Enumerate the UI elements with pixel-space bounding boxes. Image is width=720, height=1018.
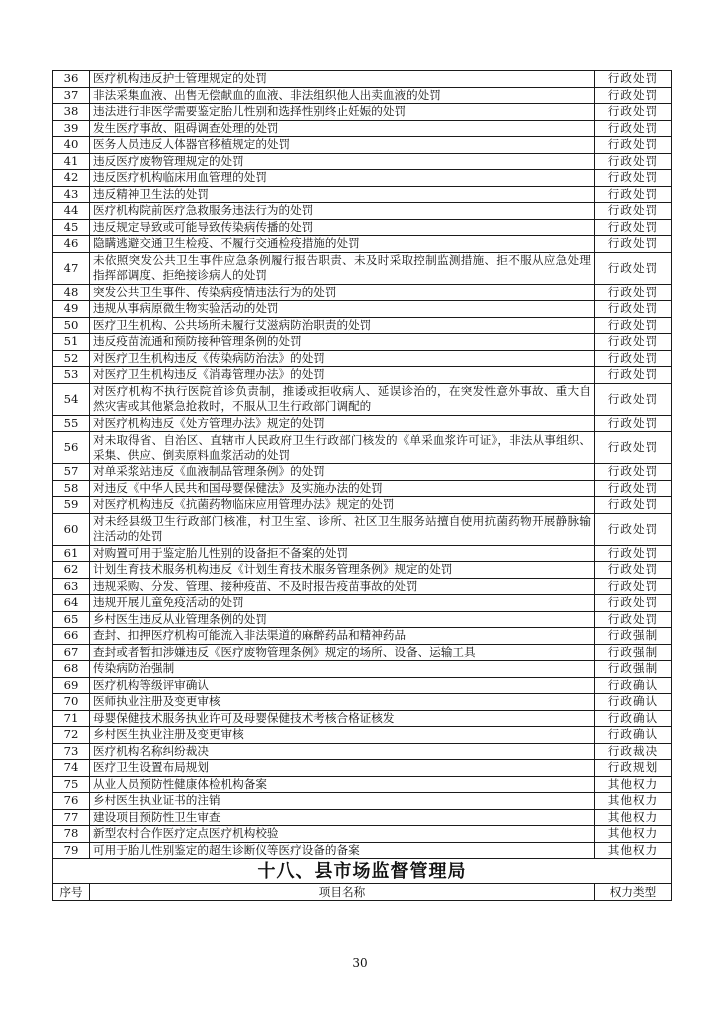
table-row — [53, 842, 672, 859]
table-row — [53, 104, 672, 121]
table-row — [53, 464, 672, 481]
section-title: 十八、县市场监督管理局 — [53, 859, 672, 884]
row-number: 53 — [53, 367, 90, 384]
row-item-name: 对医疗机构违反《抗菌药物临床应用管理办法》规定的处罚 — [90, 497, 595, 514]
row-number: 65 — [53, 611, 90, 628]
row-number: 38 — [53, 104, 90, 121]
row-power-type: 行政处罚 — [595, 153, 672, 170]
row-number: 76 — [53, 793, 90, 810]
row-number: 66 — [53, 628, 90, 645]
row-item-name: 从业人员预防性健康体检机构备案 — [90, 776, 595, 793]
row-item-name: 计划生育技术服务机构违反《计划生育技术服务管理条例》规定的处罚 — [90, 562, 595, 579]
header-type: 权力类型 — [595, 884, 672, 901]
row-item-name: 医疗机构违反护士管理规定的处罚 — [90, 71, 595, 88]
table-row — [53, 793, 672, 810]
row-number: 56 — [53, 432, 90, 464]
row-power-type: 其他权力 — [595, 793, 672, 810]
row-item-name: 建设项目预防性卫生审查 — [90, 809, 595, 826]
row-item-name: 乡村医生执业证书的注销 — [90, 793, 595, 810]
row-item-name: 违反疫苗流通和预防接种管理条例的处罚 — [90, 334, 595, 351]
row-number: 78 — [53, 826, 90, 843]
table-row — [53, 497, 672, 514]
row-item-name: 未依照突发公共卫生事件应急条例履行报告职责、未及时采取控制监测措施、拒不服从应急处理指挥部调度、拒绝接诊病人的处罚 — [90, 252, 595, 284]
row-number: 62 — [53, 562, 90, 579]
row-power-type: 行政处罚 — [595, 186, 672, 203]
table-row — [53, 317, 672, 334]
row-item-name: 医疗机构名称纠纷裁决 — [90, 743, 595, 760]
table-row — [53, 578, 672, 595]
row-item-name: 对购置可用于鉴定胎儿性别的设备拒不备案的处罚 — [90, 545, 595, 562]
row-number: 74 — [53, 760, 90, 777]
row-power-type: 行政处罚 — [595, 71, 672, 88]
row-power-type: 行政处罚 — [595, 464, 672, 481]
table-row — [53, 170, 672, 187]
row-item-name: 对医疗卫生机构违反《消毒管理办法》的处罚 — [90, 367, 595, 384]
table-row — [53, 334, 672, 351]
row-power-type: 行政处罚 — [595, 203, 672, 220]
table-header-row — [53, 884, 672, 901]
row-number: 42 — [53, 170, 90, 187]
row-item-name: 违反精神卫生法的处罚 — [90, 186, 595, 203]
table-row — [53, 284, 672, 301]
table-row — [53, 383, 672, 415]
table-row — [53, 826, 672, 843]
table-row — [53, 743, 672, 760]
row-power-type: 行政处罚 — [595, 595, 672, 612]
row-power-type: 行政处罚 — [595, 104, 672, 121]
row-item-name: 隐瞒逃避交通卫生检疫、不履行交通检疫措施的处罚 — [90, 236, 595, 253]
table-row — [53, 219, 672, 236]
table-row — [53, 432, 672, 464]
table-row — [53, 350, 672, 367]
power-list-table — [52, 70, 672, 901]
row-number: 59 — [53, 497, 90, 514]
table-row — [53, 480, 672, 497]
table-row — [53, 595, 672, 612]
row-power-type: 其他权力 — [595, 826, 672, 843]
row-power-type: 行政处罚 — [595, 87, 672, 104]
table-row — [53, 513, 672, 545]
row-item-name: 可用于胎儿性别鉴定的超生诊断仪等医疗设备的备案 — [90, 842, 595, 859]
row-item-name: 发生医疗事故、阻碍调查处理的处罚 — [90, 120, 595, 137]
row-number: 69 — [53, 677, 90, 694]
row-power-type: 行政处罚 — [595, 317, 672, 334]
row-power-type: 行政处罚 — [595, 513, 672, 545]
table-row — [53, 644, 672, 661]
row-power-type: 行政处罚 — [595, 415, 672, 432]
row-number: 43 — [53, 186, 90, 203]
row-power-type: 行政处罚 — [595, 120, 672, 137]
row-power-type: 行政处罚 — [595, 236, 672, 253]
table-row — [53, 71, 672, 88]
row-item-name: 对医疗机构不执行医院首诊负责制，推诿或拒收病人、延误诊治的，在突发性意外事故、重大自然灾害或其他紧急抢救时，不服从卫生行政部门调配的 — [90, 383, 595, 415]
row-number: 44 — [53, 203, 90, 220]
row-item-name: 对未取得省、自治区、直辖市人民政府卫生行政部门核发的《单采血浆许可证》，非法从事组织、采集、供应、倒卖原料血浆活动的处罚 — [90, 432, 595, 464]
table-row — [53, 776, 672, 793]
table-row — [53, 367, 672, 384]
table-row — [53, 760, 672, 777]
row-power-type: 行政规划 — [595, 760, 672, 777]
row-number: 54 — [53, 383, 90, 415]
row-item-name: 乡村医生违反从业管理条例的处罚 — [90, 611, 595, 628]
row-number: 60 — [53, 513, 90, 545]
row-item-name: 查封、扣押医疗机构可能流入非法渠道的麻醉药品和精神药品 — [90, 628, 595, 645]
row-item-name: 违规开展儿童免疫活动的处罚 — [90, 595, 595, 612]
row-item-name: 医疗机构院前医疗急救服务违法行为的处罚 — [90, 203, 595, 220]
row-number: 75 — [53, 776, 90, 793]
row-power-type: 行政处罚 — [595, 562, 672, 579]
table-row — [53, 236, 672, 253]
row-power-type: 行政处罚 — [595, 284, 672, 301]
row-power-type: 行政处罚 — [595, 334, 672, 351]
row-item-name: 违反规定导致或可能导致传染病传播的处罚 — [90, 219, 595, 236]
row-number: 47 — [53, 252, 90, 284]
row-number: 55 — [53, 415, 90, 432]
row-number: 72 — [53, 727, 90, 744]
row-power-type: 行政确认 — [595, 694, 672, 711]
row-item-name: 医疗机构等级评审确认 — [90, 677, 595, 694]
row-item-name: 违规从事病原微生物实验活动的处罚 — [90, 301, 595, 318]
row-number: 49 — [53, 301, 90, 318]
row-power-type: 行政处罚 — [595, 252, 672, 284]
table-row — [53, 203, 672, 220]
table-row — [53, 301, 672, 318]
table-row — [53, 710, 672, 727]
row-power-type: 行政确认 — [595, 710, 672, 727]
table-row — [53, 87, 672, 104]
row-number: 40 — [53, 137, 90, 154]
table-row — [53, 153, 672, 170]
row-item-name: 新型农村合作医疗定点医疗机构校验 — [90, 826, 595, 843]
row-number: 71 — [53, 710, 90, 727]
row-number: 39 — [53, 120, 90, 137]
row-power-type: 行政处罚 — [595, 350, 672, 367]
row-number: 70 — [53, 694, 90, 711]
row-number: 41 — [53, 153, 90, 170]
header-no: 序号 — [53, 884, 90, 901]
power-list-body — [53, 71, 672, 901]
row-number: 61 — [53, 545, 90, 562]
row-power-type: 行政裁决 — [595, 743, 672, 760]
row-power-type: 行政强制 — [595, 628, 672, 645]
row-item-name: 对医疗机构违反《处方管理办法》规定的处罚 — [90, 415, 595, 432]
row-item-name: 对违反《中华人民共和国母婴保健法》及实施办法的处罚 — [90, 480, 595, 497]
row-power-type: 行政处罚 — [595, 383, 672, 415]
row-number: 50 — [53, 317, 90, 334]
row-number: 46 — [53, 236, 90, 253]
row-number: 52 — [53, 350, 90, 367]
table-row — [53, 727, 672, 744]
row-item-name: 违规采购、分发、管理、接种疫苗、不及时报告疫苗事故的处罚 — [90, 578, 595, 595]
row-power-type: 行政处罚 — [595, 497, 672, 514]
row-power-type: 行政确认 — [595, 677, 672, 694]
row-power-type: 行政处罚 — [595, 301, 672, 318]
row-power-type: 行政确认 — [595, 727, 672, 744]
row-power-type: 行政处罚 — [595, 219, 672, 236]
table-row — [53, 186, 672, 203]
row-power-type: 其他权力 — [595, 776, 672, 793]
row-item-name: 母婴保健技术服务执业许可及母婴保健技术考核合格证核发 — [90, 710, 595, 727]
section-title-row — [53, 859, 672, 884]
row-number: 48 — [53, 284, 90, 301]
row-item-name: 对单采浆站违反《血液制品管理条例》的处罚 — [90, 464, 595, 481]
row-power-type: 行政处罚 — [595, 545, 672, 562]
row-number: 77 — [53, 809, 90, 826]
table-row — [53, 809, 672, 826]
row-number: 45 — [53, 219, 90, 236]
row-power-type: 行政强制 — [595, 661, 672, 678]
row-power-type: 其他权力 — [595, 842, 672, 859]
row-item-name: 传染病防治强制 — [90, 661, 595, 678]
row-power-type: 其他权力 — [595, 809, 672, 826]
row-number: 51 — [53, 334, 90, 351]
row-power-type: 行政处罚 — [595, 480, 672, 497]
table-row — [53, 415, 672, 432]
page-number: 30 — [352, 956, 368, 970]
row-number: 63 — [53, 578, 90, 595]
row-power-type: 行政处罚 — [595, 611, 672, 628]
row-number: 64 — [53, 595, 90, 612]
row-number: 73 — [53, 743, 90, 760]
row-item-name: 医疗卫生设置布局规划 — [90, 760, 595, 777]
table-row — [53, 120, 672, 137]
table-row — [53, 545, 672, 562]
row-item-name: 医务人员违反人体器官移植规定的处罚 — [90, 137, 595, 154]
row-item-name: 违反医疗废物管理规定的处罚 — [90, 153, 595, 170]
row-item-name: 查封或者暂扣涉嫌违反《医疗废物管理条例》规定的场所、设备、运输工具 — [90, 644, 595, 661]
row-number: 79 — [53, 842, 90, 859]
row-power-type: 行政处罚 — [595, 432, 672, 464]
table-row — [53, 137, 672, 154]
row-item-name: 非法采集血液、出售无偿献血的血液、非法组织他人出卖血液的处罚 — [90, 87, 595, 104]
header-name: 项目名称 — [90, 884, 595, 901]
table-row — [53, 628, 672, 645]
row-item-name: 违法进行非医学需要鉴定胎儿性别和选择性别终止妊娠的处罚 — [90, 104, 595, 121]
row-number: 57 — [53, 464, 90, 481]
row-power-type: 行政处罚 — [595, 578, 672, 595]
row-power-type: 行政处罚 — [595, 137, 672, 154]
row-power-type: 行政处罚 — [595, 367, 672, 384]
table-row — [53, 562, 672, 579]
row-number: 58 — [53, 480, 90, 497]
row-item-name: 对未经县级卫生行政部门核准，村卫生室、诊所、社区卫生服务站擅自使用抗菌药物开展静脉输注活动的处罚 — [90, 513, 595, 545]
row-item-name: 医疗卫生机构、公共场所未履行艾滋病防治职责的处罚 — [90, 317, 595, 334]
table-row — [53, 661, 672, 678]
table-row — [53, 677, 672, 694]
row-number: 36 — [53, 71, 90, 88]
row-item-name: 医师执业注册及变更审核 — [90, 694, 595, 711]
row-item-name: 对医疗卫生机构违反《传染病防治法》的处罚 — [90, 350, 595, 367]
row-item-name: 违反医疗机构临床用血管理的处罚 — [90, 170, 595, 187]
row-number: 68 — [53, 661, 90, 678]
table-row — [53, 252, 672, 284]
table-row — [53, 694, 672, 711]
row-item-name: 乡村医生执业注册及变更审核 — [90, 727, 595, 744]
row-item-name: 突发公共卫生事件、传染病疫情违法行为的处罚 — [90, 284, 595, 301]
row-number: 37 — [53, 87, 90, 104]
row-power-type: 行政处罚 — [595, 170, 672, 187]
row-number: 67 — [53, 644, 90, 661]
table-row — [53, 611, 672, 628]
row-power-type: 行政强制 — [595, 644, 672, 661]
